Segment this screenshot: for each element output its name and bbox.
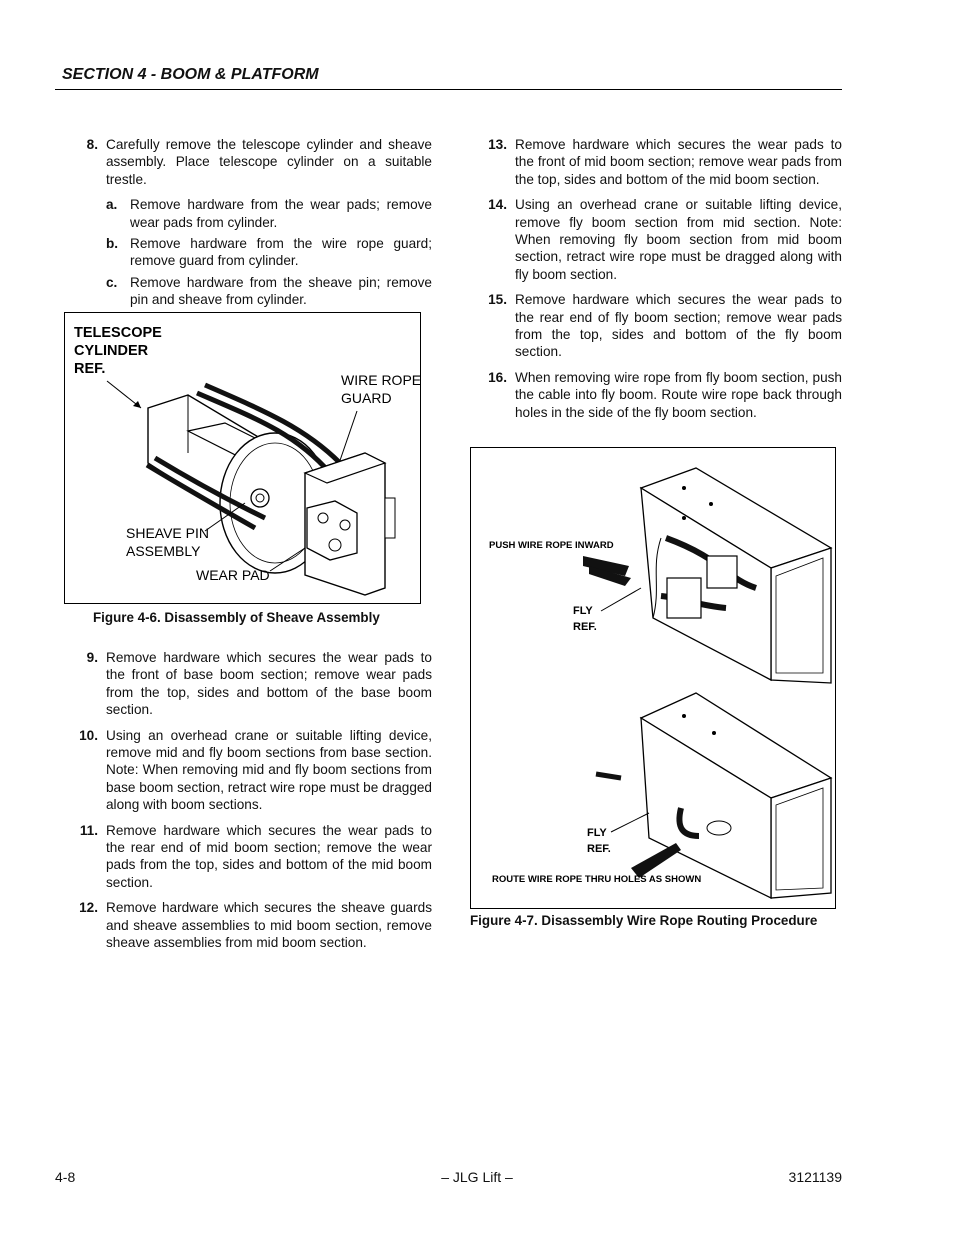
- label-wearpad: WEAR PAD: [196, 567, 270, 583]
- step-number: 11.: [79, 822, 98, 838]
- step-number: 12.: [79, 900, 98, 916]
- wire-rope-routing-illustration: [471, 448, 835, 908]
- right-column: [479, 136, 842, 429]
- label-sheave-1: SHEAVE PIN: [126, 525, 209, 541]
- header-rule: [55, 89, 842, 90]
- section-title: SECTION 4 - BOOM & PLATFORM: [62, 66, 319, 83]
- step-10: [70, 727, 432, 814]
- leader-line: [611, 813, 649, 832]
- step-15: [479, 291, 842, 361]
- label-fly-2: REF.: [573, 621, 597, 633]
- step-text: Carefully remove the telescope cylinder and sheave assembly. Place telescope cylinder on a suitable trestle.: [106, 137, 432, 187]
- label-sheave-2: ASSEMBLY: [126, 543, 201, 559]
- step-text: Remove hardware which secures the wear pads to the front of base boom section; remove wear pads from the top, sides and bottom of the base boom section.: [106, 650, 432, 718]
- left-column-top: [70, 136, 432, 313]
- label-fly-1: FLY: [573, 605, 593, 617]
- substep-text: Remove hardware from the sheave pin; remove pin and sheave from cylinder.: [130, 274, 432, 308]
- substep-letter: a.: [106, 197, 118, 213]
- left-column-bottom: [70, 649, 432, 960]
- step-text: Using an overhead crane or suitable lifting device, remove mid and fly boom sections from base section. Note: When removing mid and fly boom sections from base boom section, retract wire rope must be dragged along with boom sections.: [106, 727, 432, 813]
- figure-wire-rope-routing: [470, 447, 836, 909]
- step-8: [70, 136, 432, 188]
- footer-center: – JLG Lift –: [441, 1169, 513, 1185]
- step-text: Remove hardware which secures the wear pads to the rear end of mid boom section; remove the wear pads from the top, sides and bottom of the mid boom section.: [106, 822, 432, 890]
- label-guard-2: GUARD: [341, 390, 392, 406]
- figure-sheave-assembly: [64, 312, 421, 604]
- step-9: [70, 649, 432, 719]
- label-fly2-2: REF.: [587, 843, 611, 855]
- step-text: Remove hardware which secures the wear pads to the front of mid boom section; remove wear pads from the top, sides and bottom of the mid boom section.: [515, 137, 842, 187]
- label-fly2-1: FLY: [587, 827, 607, 839]
- leader-line: [601, 588, 641, 611]
- sheave-assembly-illustration: [65, 313, 420, 603]
- step-number: 9.: [86, 650, 98, 665]
- substep-text: Remove hardware from the wire rope guard; remove guard from cylinder.: [130, 236, 432, 269]
- substep-b: [70, 235, 432, 270]
- label-telescope-1: TELESCOPE: [74, 325, 162, 341]
- step-text: Remove hardware which secures the wear pads to the rear end of fly boom section; remove wear pads from the top, sides and bottom of the fly boom section.: [515, 292, 842, 360]
- step-number: 10.: [79, 727, 98, 743]
- label-route-wire-rope: ROUTE WIRE ROPE THRU HOLES AS SHOWN: [492, 874, 702, 885]
- step-text: Using an overhead crane or suitable lifting device, remove fly boom section from mid section. Note: When removing fly boom section from mid boom section, retract wire rope must be dragged along with fly boom section.: [515, 197, 842, 282]
- step-number: 14.: [488, 197, 507, 213]
- step-number: 13.: [488, 137, 507, 152]
- route-arrow: [631, 843, 681, 878]
- wear-pad: [307, 501, 357, 560]
- figure-7-caption: Figure 4-7. Disassembly Wire Rope Routing Procedure: [470, 913, 818, 928]
- substep-letter: b.: [106, 236, 119, 252]
- step-13: [479, 136, 842, 188]
- label-push-wire-rope: PUSH WIRE ROPE INWARD: [489, 540, 614, 551]
- label-guard-1: WIRE ROPE: [341, 372, 420, 388]
- substep-letter: c.: [106, 274, 118, 290]
- figure-6-caption: Figure 4-6. Disassembly of Sheave Assembly: [93, 610, 380, 625]
- substep-text: Remove hardware from the wear pads; remove wear pads from cylinder.: [130, 197, 432, 230]
- step-text: Remove hardware which secures the sheave guards and sheave assemblies to mid boom section, remove sheave assemblies from mid boom section.: [106, 900, 432, 951]
- label-telescope-3: REF.: [74, 361, 106, 377]
- step-number: 8.: [86, 137, 98, 152]
- step-12: [70, 899, 432, 951]
- step-text: When removing wire rope from fly boom section, push the cable into fly boom. Route wire rope back through holes in the side of the fly boom section.: [515, 369, 842, 420]
- step-11: [70, 822, 432, 892]
- step-14: [479, 196, 842, 283]
- step-number: 16.: [488, 369, 507, 385]
- substep-c: [70, 274, 432, 309]
- label-telescope-2: CYLINDER: [74, 343, 149, 359]
- step-16: [479, 369, 842, 421]
- document-number: 3121139: [788, 1169, 842, 1185]
- step-number: 15.: [488, 292, 507, 308]
- page-number: 4-8: [55, 1169, 76, 1185]
- substep-a: [70, 196, 432, 231]
